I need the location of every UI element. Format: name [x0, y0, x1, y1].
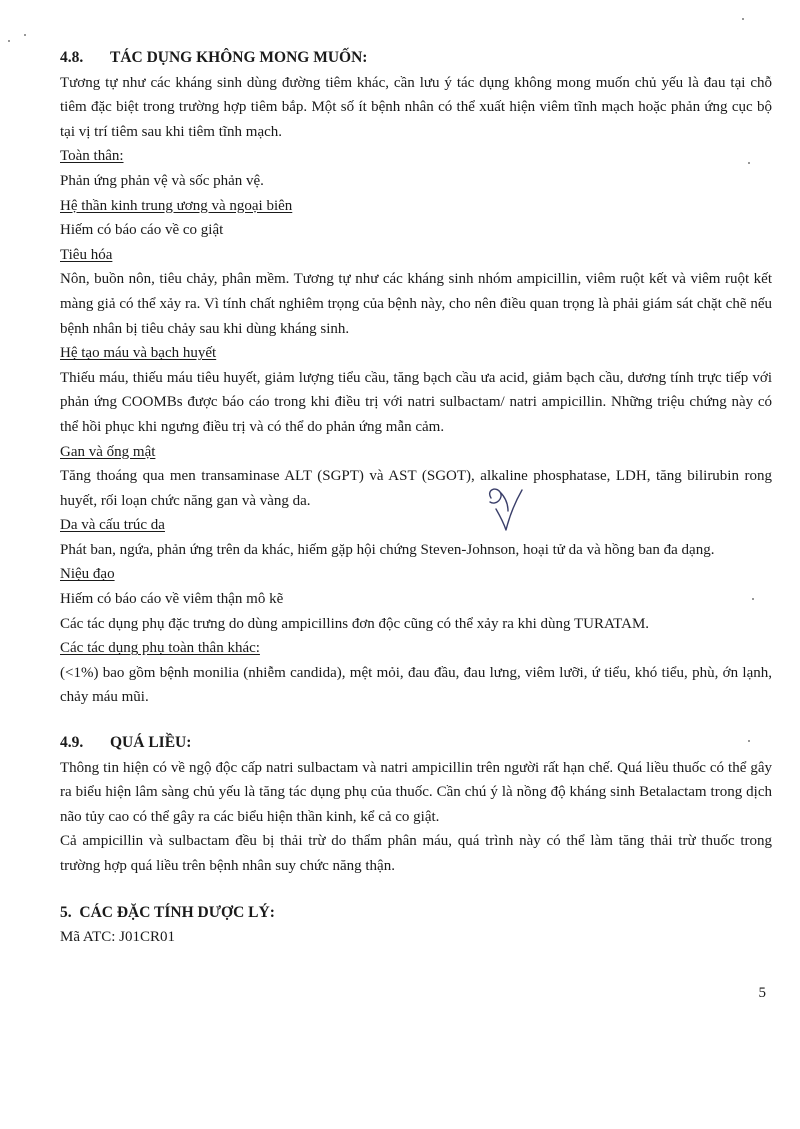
section-number: 5. [60, 903, 72, 921]
digestive-text: Nôn, buồn nôn, tiêu chảy, phân mềm. Tương tự như các kháng sinh nhóm ampicillin, viêm ruột kết và viêm ruột kết màng giả có thể xảy ra. Vì tính chất nghiêm trọng của bệnh này, cho nên điều quan trọng là phải giám sát chặt chẽ nếu bệnh nhân bị tiêu chảy sau khi dùng kháng sinh. [60, 271, 772, 337]
other-systemic-text: (<1%) bao gồm bệnh monilia (nhiễm candida), mệt mỏi, đau đầu, đau lưng, viêm lưỡi, ứ tiểu, khó tiểu, phù, ớn lạnh, chảy máu mũi. [60, 664, 772, 706]
blood-lymph-text: Thiếu máu, thiếu máu tiêu huyết, giảm lượng tiểu cầu, tăng bạch cầu ưa acid, giảm bạch cầu, dương tính trực tiếp với phản ứng COOMBs được báo cáo trong khi điều trị với natri sulbactam/ natri ampicillin. Những triệu chứng này có thể hồi phục khi ngưng điều trị và có thể do phản ứng mẫn cảm. [60, 369, 772, 435]
initial-scribble-icon [478, 484, 524, 532]
nervous-system-text: Hiếm có báo cáo về co giật [60, 222, 224, 239]
adverse-effects-intro: Tương tự như các kháng sinh dùng đường tiêm khác, cần lưu ý tác dụng không mong muốn chủ yếu là đau tại chỗ tiêm đặc biệt trong trường hợp tiêm bắp. Một số ít bệnh nhân có thể xuất hiện viêm tĩnh mạch hoặc phản ứng cục bộ tại vị trí tiêm sau khi tiêm tĩnh mạch. [60, 74, 772, 140]
atc-code: Mã ATC: J01CR01 [60, 929, 176, 946]
section-title: TÁC DỤNG KHÔNG MONG MUỐN: [110, 49, 368, 66]
general-text: Phản ứng phản vệ và sốc phản vệ. [60, 172, 264, 189]
section-4-9-heading [60, 731, 772, 756]
section-gap [60, 879, 772, 901]
subheading-other-systemic: Các tác dụng phụ toàn thân khác: [60, 640, 260, 657]
subheading-nervous-system: Hệ thần kinh trung ương và ngoại biên [60, 197, 293, 214]
subheading-digestive: Tiêu hóa [60, 246, 113, 263]
overdose-paragraph-2: Cả ampicillin và sulbactam đều bị thải trừ do thẩm phân máu, quá trình này có thể làm tăng thải trừ thuốc trong trường hợp quá liều trên bệnh nhân suy chức năng thận. [60, 833, 772, 874]
section-number: 4.9. [60, 734, 84, 752]
subheading-blood-lymph: Hệ tạo máu và bạch huyết [60, 345, 217, 362]
liver-bile-text: Tăng thoáng qua men transaminase ALT (SGPT) và AST (SGOT), alkaline phosphatase, LDH, tăng bilirubin rong huyết, rối loạn chức năng gan và vàng da. [60, 468, 772, 509]
section-gap [60, 710, 772, 731]
scan-speck [752, 598, 754, 600]
section-title: CÁC ĐẶC TÍNH DƯỢC LÝ: [79, 903, 275, 921]
subheading-urinary: Niệu đạo [60, 566, 115, 583]
subheading-liver-bile: Gan và ống mật [60, 443, 156, 460]
subheading-general: Toàn thân: [60, 148, 124, 165]
section-title: QUÁ LIỀU: [110, 734, 192, 752]
skin-text: Phát ban, ngứa, phản ứng trên da khác, hiếm gặp hội chứng Steven-Johnson, hoại tử da và hồng ban đa dạng. [60, 541, 715, 558]
scan-speck [748, 740, 750, 742]
section-4-8-heading [60, 46, 772, 71]
urinary-text: Hiếm có báo cáo về viêm thận mô kẽ [60, 591, 284, 608]
section-number: 4.8. [60, 49, 84, 66]
scan-speck [748, 162, 750, 164]
overdose-paragraph-1: Thông tin hiện có về ngộ độc cấp natri sulbactam và natri ampicillin trên người rất hạn chế. Quá liều thuốc có thể gây ra biểu hiện lâm sàng chủ yếu là tăng tác dụng phụ của thuốc. Cần chú ý là nồng độ kháng sinh Betalactam trong dịch não tủy cao có thể gây ra các biểu hiện thần kinh, kể cả co giật. [60, 759, 772, 825]
scan-speck [742, 18, 744, 20]
scan-speck [24, 34, 26, 36]
scan-speck [8, 40, 10, 42]
document-page [60, 46, 772, 950]
subheading-skin: Da và cấu trúc da [60, 517, 165, 534]
section-5-heading [60, 901, 772, 926]
ampicillin-note: Các tác dụng phụ đặc trưng do dùng ampicillins đơn độc cũng có thể xảy ra khi dùng TURATAM. [60, 615, 650, 632]
page-number: 5 [758, 985, 766, 1001]
